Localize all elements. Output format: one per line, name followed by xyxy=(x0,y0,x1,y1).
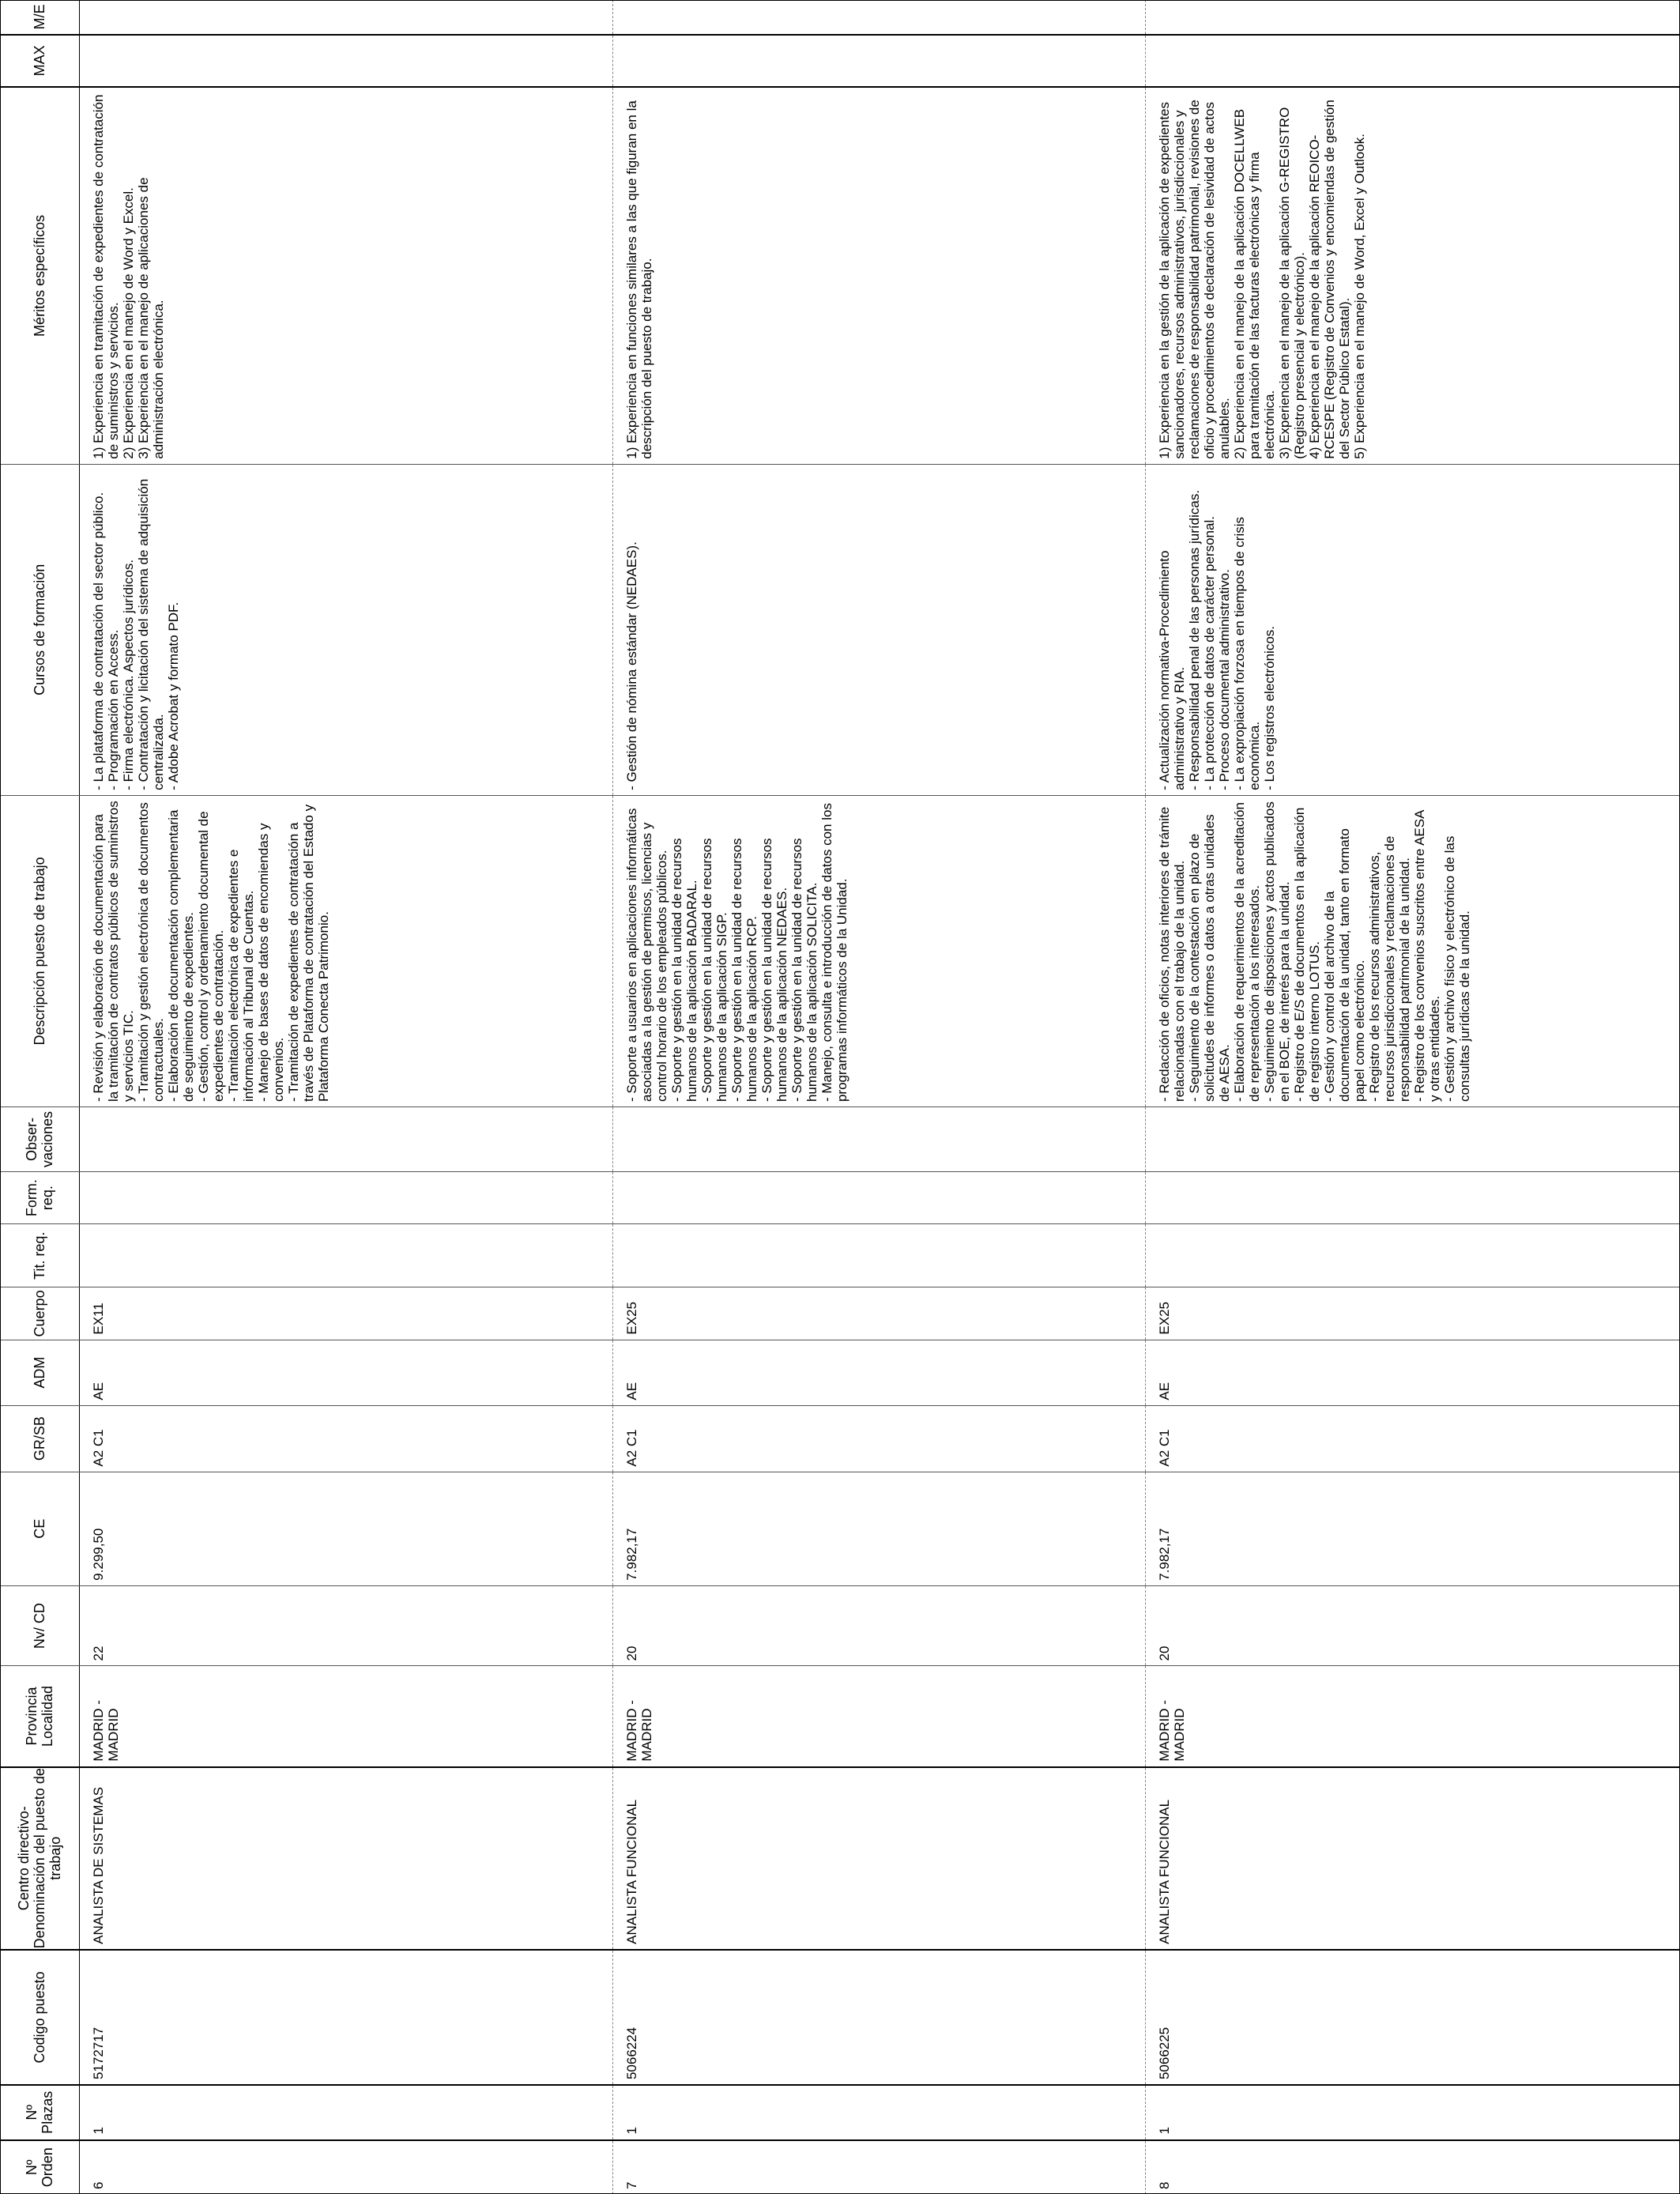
header-centro: Centro directivo- Denominación del puesto de trabajo xyxy=(0,1767,80,1950)
cell-plazas: 1 xyxy=(80,2085,612,2140)
table-row xyxy=(612,0,1145,2194)
cell-grupo: A2 C1 xyxy=(612,1405,1145,1472)
header-observaciones: Obser- vaciones xyxy=(0,1107,80,1172)
header-row xyxy=(0,0,80,2194)
cell-ce: 7.982,17 xyxy=(1146,1472,1680,1585)
cell-centro: ANALISTA FUNCIONAL xyxy=(612,1767,1145,1950)
cell-descripcion: - Soporte a usuarios en aplicaciones informáticas asociadas a la gestión de permisos, licencias y control horario de los empleados públicos. - Soporte y gestión en la unidad de recursos humanos de la aplicación BADARAL. - Soporte y gestión en la unidad de recursos humanos de la aplicación SIGP. - Soporte y gestión en la unidad de recursos humanos de la aplicación RCP. - Soporte y gestión en la unidad de recursos humanos de la aplicación NEDAES. - Soporte y gestión en la unidad de recursos humanos de la aplicación SOLICITA. - Manejo, consulta e introducción de datos con los programas informáticos de la Unidad. xyxy=(612,795,1145,1106)
cell-formacion xyxy=(80,1171,612,1223)
header-ce: CE xyxy=(0,1472,80,1585)
cell-provincia: MADRID - MADRID xyxy=(1146,1666,1680,1767)
cell-cursos: - Gestión de nómina estándar (NEDAES). xyxy=(612,464,1145,795)
cell-orden: 6 xyxy=(80,2140,612,2194)
cell-ce: 9.299,50 xyxy=(80,1472,612,1585)
cell-centro: ANALISTA DE SISTEMAS xyxy=(80,1767,612,1950)
cell-centro: ANALISTA FUNCIONAL xyxy=(1146,1767,1680,1950)
cell-me xyxy=(1146,0,1680,35)
header-descripcion: Descripción puesto de trabajo xyxy=(0,795,80,1106)
cell-provincia: MADRID - MADRID xyxy=(612,1666,1145,1767)
cell-formacion xyxy=(1146,1171,1680,1223)
cell-meritos: 1) Experiencia en la gestión de la aplicación de expedientes sancionadores, recursos administrativos, jurisdiccionales y reclamaciones de responsabilidad patrimonial, revisiones de oficio y procedimientos de declaración de lesividad de actos anulables. 2) Experiencia en el manejo de la aplicación DOCELLWEB para tramitación de las facturas electrónicas y firma electrónica. 3) Experiencia en el manejo de la aplicación G-REGISTRO (Registro presencial y electrónico). 4) Experiencia en el manejo de la aplicación REOICO- RCESPE (Registro de Convenios y encomiendas de gestión del Sector Público Estatal). 5) Experiencia en el manejo de Word, Excel y Outlook. xyxy=(1146,87,1680,464)
cell-meritos: 1) Experiencia en funciones similares a las que figuran en la descripción del puesto de trabajo. xyxy=(612,87,1145,464)
header-adm: ADM xyxy=(0,1340,80,1405)
cell-max xyxy=(612,35,1145,87)
header-meritos: Méritos específicos xyxy=(0,87,80,464)
header-nivel: Nv/ CD xyxy=(0,1585,80,1666)
cell-provincia: MADRID - MADRID xyxy=(80,1666,612,1767)
cell-adm: AE xyxy=(80,1340,612,1405)
header-provincia: Provincia Localidad xyxy=(0,1666,80,1767)
header-grupo: GR/SB xyxy=(0,1405,80,1472)
cell-ce: 7.982,17 xyxy=(612,1472,1145,1585)
cell-cursos: - La plataforma de contratación del sector público. - Programación en Access. - Firma electrónica. Aspectos jurídicos. - Contratación y licitación del sistema de adquisición centralizada. - Adobe Acrobat y formato PDF. xyxy=(80,464,612,795)
cell-orden: 8 xyxy=(1146,2140,1680,2194)
header-formacion: Form. req. xyxy=(0,1171,80,1223)
cell-adm: AE xyxy=(612,1340,1145,1405)
cell-me xyxy=(80,0,612,35)
cell-meritos: 1) Experiencia en tramitación de expedientes de contratación de suministros y servicios. 2) Experiencia en el manejo de Word y Excel. 3) Experiencia en el manejo de aplicaciones de administración electrónica. xyxy=(80,87,612,464)
table-row xyxy=(80,0,612,2194)
cell-adm: AE xyxy=(1146,1340,1680,1405)
cell-descripcion: - Revisión y elaboración de documentación para la tramitación de contratos públicos de suministros y servicios TIC. - Tramitación y gestión electrónica de documentos contractuales. - Elaboración de documentación complementaria de seguimiento de expedientes. - Gestión, control y ordenamiento documental de expedientes de contratación. - Tramitación electrónica de expedientes e información al Tribunal de Cuentas. - Manejo de bases de datos de encomiendas y convenios. - Tramitación de expedientes de contratación a través de Plataforma de contratación del Estado y Plataforma Conecta Patrimonio. xyxy=(80,795,612,1106)
cell-observaciones xyxy=(80,1107,612,1172)
cell-me xyxy=(612,0,1145,35)
cell-max xyxy=(1146,35,1680,87)
cell-max xyxy=(80,35,612,87)
cell-cuerpo: EX11 xyxy=(80,1287,612,1340)
cell-plazas: 1 xyxy=(1146,2085,1680,2140)
cell-titulacion xyxy=(80,1224,612,1287)
cell-orden: 7 xyxy=(612,2140,1145,2194)
header-max: MAX xyxy=(0,35,80,87)
cell-cuerpo: EX25 xyxy=(612,1287,1145,1340)
cell-codigo: 5066225 xyxy=(1146,1950,1680,2085)
cell-observaciones xyxy=(612,1107,1145,1172)
header-plazas: Nº Plazas xyxy=(0,2085,80,2140)
header-cuerpo: Cuerpo xyxy=(0,1287,80,1340)
cell-nivel: 20 xyxy=(612,1585,1145,1666)
cell-plazas: 1 xyxy=(612,2085,1145,2140)
cell-grupo: A2 C1 xyxy=(80,1405,612,1472)
cell-cursos: - Actualización normativa-Procedimiento administrativo y RIA. - Responsabilidad penal de las personas jurídicas. - La protección de datos de carácter personal. - Proceso documental administrativo. - La expropiación forzosa en tiempos de crisis económica. - Los registros electrónicos. xyxy=(1146,464,1680,795)
header-me: M/E xyxy=(32,4,48,30)
table-row xyxy=(1146,0,1680,2194)
cell-codigo: 5172717 xyxy=(80,1950,612,2085)
cell-titulacion xyxy=(1146,1224,1680,1287)
cell-cuerpo: EX25 xyxy=(1146,1287,1680,1340)
cell-formacion xyxy=(612,1171,1145,1223)
header-titulacion: Tit. req. xyxy=(0,1224,80,1287)
cell-grupo: A2 C1 xyxy=(1146,1405,1680,1472)
header-cursos: Cursos de formación xyxy=(0,464,80,795)
header-orden: Nº Orden xyxy=(0,2140,80,2194)
cell-codigo: 5066224 xyxy=(612,1950,1145,2085)
cell-titulacion xyxy=(612,1224,1145,1287)
cell-nivel: 20 xyxy=(1146,1585,1680,1666)
cell-nivel: 22 xyxy=(80,1585,612,1666)
header-codigo: Codigo puesto xyxy=(0,1950,80,2085)
cell-descripcion: - Redacción de oficios, notas interiores de trámite relacionadas con el trabajo de la unidad. - Seguimiento de la contestación en plazo de solicitudes de informes o datos a otras unidades de AESA. - Elaboración de requerimientos de la acreditación de representación a los interesados. - Seguimiento de disposiciones y actos publicados en el BOE, de interés para la unidad. - Registro de E/S de documentos en la aplicación de registro interno LOTUS. - Gestión y control del archivo de la documentación de la unidad, tanto en formato papel como electrónico. - Registro de los recursos administrativos, recursos jurisdiccionales y reclamaciones de responsabilidad patrimonial de la unidad. - Registro de los convenios suscritos entre AESA y otras entidades. - Gestión y archivo físico y electrónico de las consultas jurídicas de la unidad. xyxy=(1146,795,1680,1106)
cell-observaciones xyxy=(1146,1107,1680,1172)
